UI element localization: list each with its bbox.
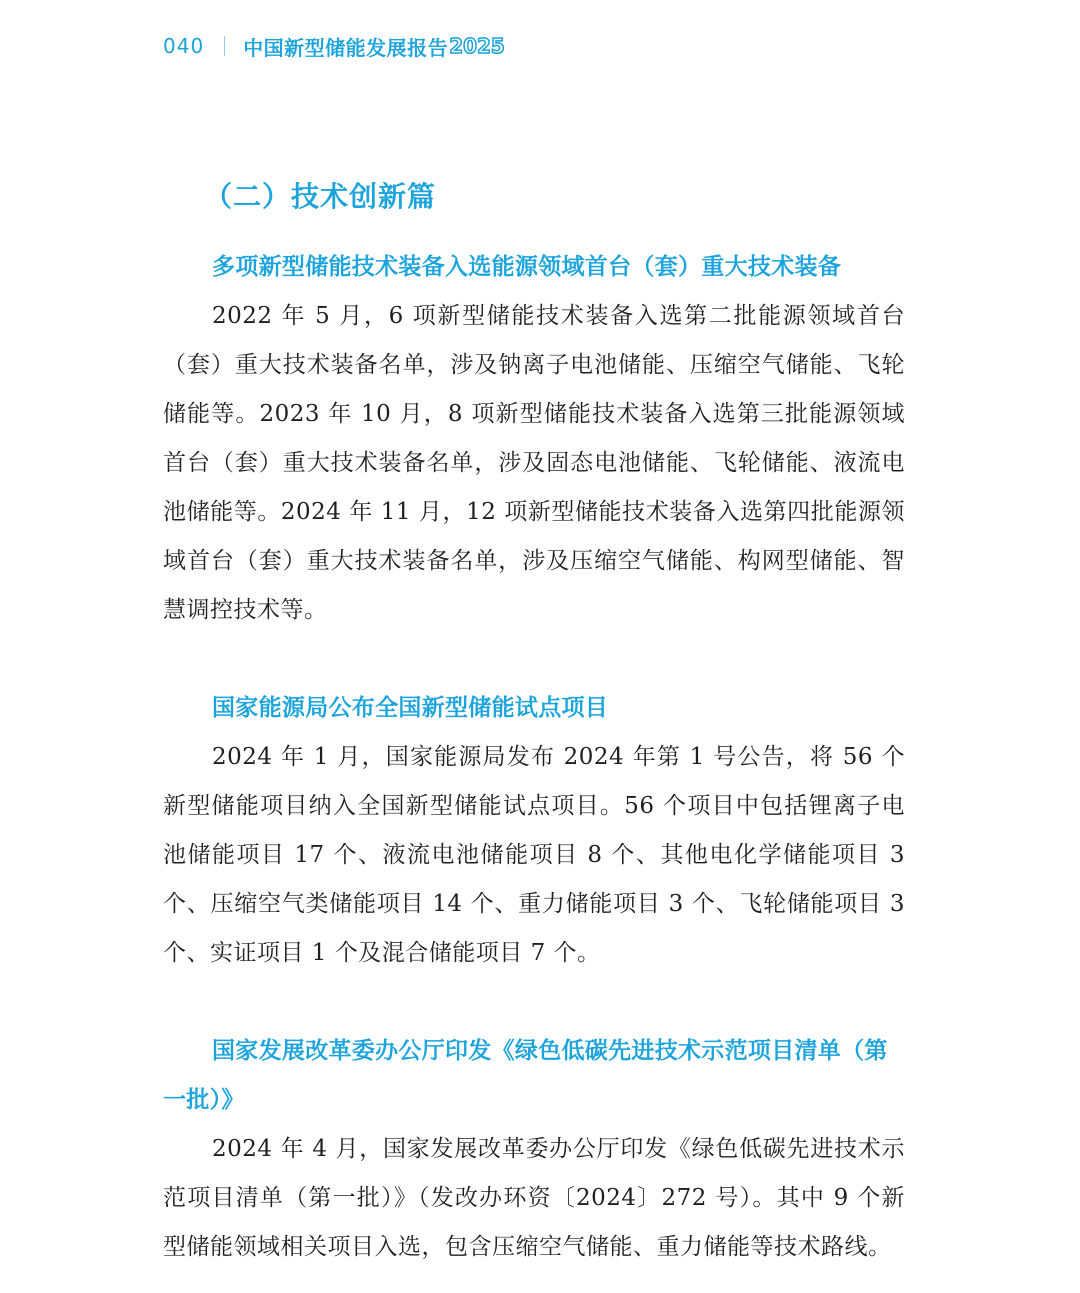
report-title: 中国新型储能发展报告 <box>243 35 449 60</box>
article-body <box>163 243 905 1272</box>
header-divider <box>224 36 225 56</box>
item-heading: 多项新型储能技术装备入选能源领域首台（套）重大技术装备 <box>212 254 842 280</box>
item-paragraph: 2024 年 4 月，国家发展改革委办公厅印发《绿色低碳先进技术示范项目清单（第一批）》（发改办环资〔2024〕272 号）。其中 9 个新型储能领域相关项目入选，包含压缩空气储能、重力储能等技术路线。 <box>163 1136 905 1260</box>
spacer <box>163 978 905 1027</box>
item-paragraph: 2024 年 1 月，国家能源局发布 2024 年第 1 号公告，将 56 个新型储能项目纳入全国新型储能试点项目。56 个项目中包括锂离子电池储能项目 17 个、液流电池储能项目 8 个、其他电化学储能项目 3 个、压缩空气类储能项目 14 个、重力储能项目 3 个、飞轮储能项目 3 个、实证项目 1 个及混合储能项目 7 个。 <box>163 744 905 966</box>
page-header <box>163 30 505 62</box>
item-paragraph: 2022 年 5 月，6 项新型储能技术装备入选第二批能源领域首台（套）重大技术装备名单，涉及钠离子电池储能、压缩空气储能、飞轮储能等。2023 年 10 月，8 项新型储能技术装备入选第三批能源领域首台（套）重大技术装备名单，涉及固态电池储能、飞轮储能、液流电池储能等。2024 年 11 月，12 项新型储能技术装备入选第四批能源领域首台（套）重大技术装备名单，涉及压缩空气储能、构网型储能、智慧调控技术等。 <box>163 303 905 623</box>
item-heading: 国家能源局公布全国新型储能试点项目 <box>212 695 609 721</box>
report-year: 2025 <box>449 34 505 58</box>
item-heading: 国家发展改革委办公厅印发《绿色低碳先进技术示范项目清单（第一批）》 <box>163 1038 888 1113</box>
section-title: （二）技术创新篇 <box>204 180 437 213</box>
page-number: 040 <box>163 34 205 58</box>
spacer <box>163 635 905 684</box>
